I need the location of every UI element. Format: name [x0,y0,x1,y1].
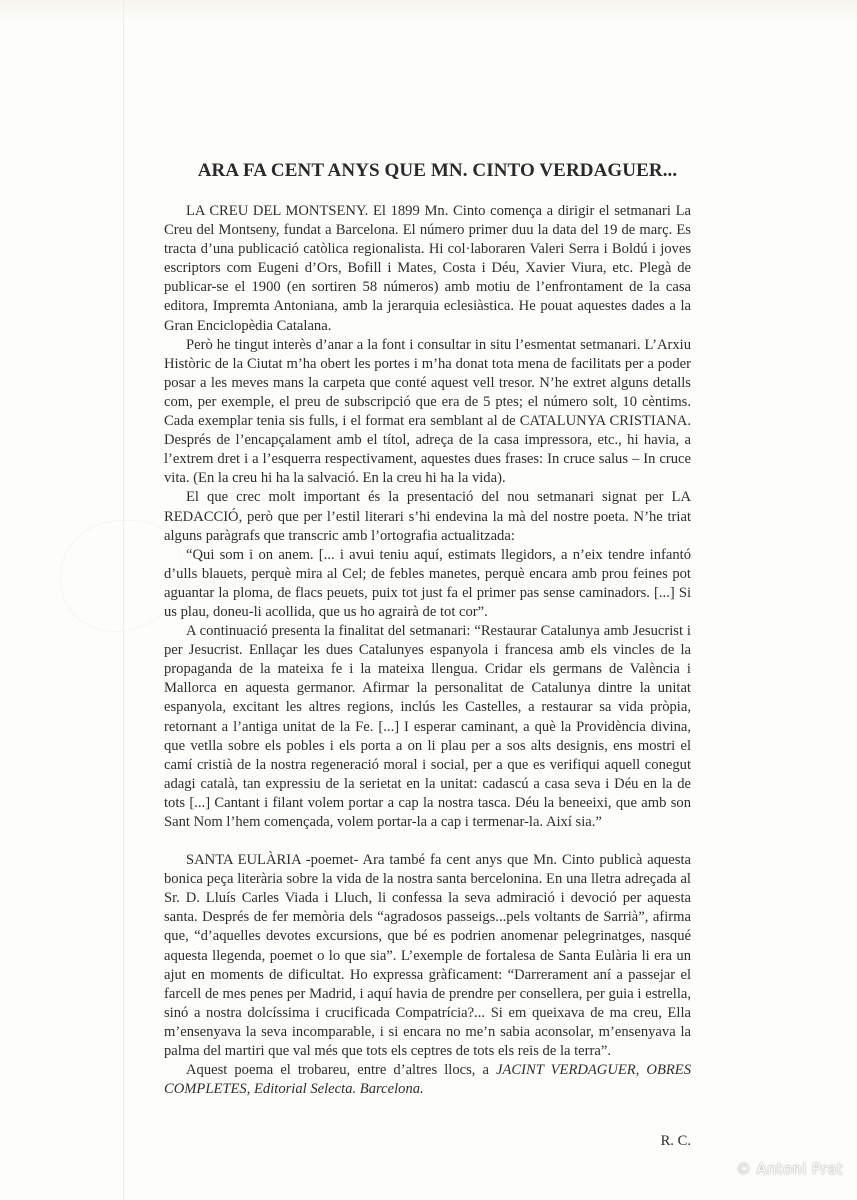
paragraph-final [164,1061,691,1099]
paragraph-creu-del-montseny: LA CREU DEL MONTSENY. El 1899 Mn. Cinto comença a dirigir el setmanari La Creu del Montseny, fundat a Barcelona. El número primer duu la data del 19 de març. Es tracta d’una publicació catòlica regionalista. Hi col·laboraren Valeri Serra i Boldú i joves escriptors com Eugeni d’Ors, Bofill i Mates, Costa i Déu, Xavier Viura, etc. Plegà de publicar-se el 1900 (en sortiren 58 números) amb motiu de l’enfrontament de la casa editora, Impremta Antoniana, amb la jerarquia eclesiàstica. He pouat aquestes dades a la Gran Enciclopèdia Catalana. [164,203,691,334]
paragraph-santa-eularia: SANTA EULÀRIA -poemet- Ara també fa cent anys que Mn. Cinto publicà aquesta bonica peça literària sobre la vida de la nostra santa bercelonina. En una lletra adreçada al Sr. D. Lluís Carles Viada i Lluch, li confessa la seva admiració i devoció per aquesta santa. Després de fer memòria dels “agradosos passeigs...pels voltants de Sarrià”, afirma que, “d’aquelles devotes excursions, que bé es podrien anomenar pelegrinatges, nasqué aquesta llegenda, poemet o lo que sia”. L’exemple de fortalesa de Santa Eulària li era un ajut en moments de dificultat. Ho expressa gràficament: “Darrerament aní a passejar el farcell de mes penes per Madrid, i aquí havia de prendre per consellera, per guia i estrella, sinó a nostra dolcíssima i crucificada Compatrícia?... Si em queixava de ma creu, Ella m’ensenyava la seva incomparable, i si encara no me’n sabia aconsolar, m’ensenyava la palma del martiri que val més que tots els ceptres de tots els reis de la terra”. [164,852,691,1060]
article-body [164,202,691,1099]
author-signature: R. C. [660,1133,691,1150]
paragraph-arxiu-historic: Però he tingut interès d’anar a la font i consultar in situ l’esmentat setmanari. L’Arxiu Històric de la Ciutat m’ha obert les portes i m’ha donat tota mena de facilitats per a poder posar a les meves mans la carpeta que conté aquest vell tresor. N’he extret alguns detalls com, per exemple, el preu de subscripció que era de 5 ptes; el número solt, 10 cèntims. Cada exemplar tenia sis fulls, i el format era semblant al de CATALUNYA CRISTIANA. Després de l’encapçalament amb el títol, adreça de la casa impressora, etc., hi havia, a l’extrem dret i a l’esquerra respectivament, aquestes dues frases: In cruce salus – In cruce vita. (En la creu hi ha la salvació. En la creu hi ha la vida). [164,336,691,487]
book-citation: JACINT VERDAGUER, OBRES COMPLETES, Editorial Selecta. Barcelona. [164,1062,691,1098]
paragraph-presentacio: El que crec molt important és la presentació del nou setmanari signat per LA REDACCIÓ, però que per l’estil literari s’hi endevina la mà del nostre poeta. N’he triat alguns paràgrafs que transcric amb l’ortografia actualitzada: [164,489,691,544]
article-title: ARA FA CENT ANYS QUE MN. CINTO VERDAGUER... [197,160,678,181]
paragraph-quote-qui-som: “Qui som i on anem. [... i avui teniu aquí, estimats llegidors, a n’eix tendre infantó d’ulls blauets, perquè mira al Cel; de febles manetes, perquè encara amb prou feines pot aguantar la ploma, de flacs peuets, puix tot just fa el primer pas sense caminadors. [...] Si us plau, doneu-li acollida, que us ho agrairà de tot cor”. [164,546,691,620]
paragraph-finalitat: A continuació presenta la finalitat del setmanari: “Restaurar Catalunya amb Jesucrist i per Jesucrist. Enllaçar les dues Catalunyes espanyola i francesa amb els vincles de la propaganda de la mateixa fe i la mateixa llengua. Cridar els germans de València i Mallorca en aquesta germanor. Afirmar la personalitat de Catalunya dintre la unitat espanyola, excitant les altres regions, inclús les Castelles, a restaurar sa vida pròpia, retornant a l’antiga unitat de la Fe. [...] I esperar caminant, a què la Providència divina, que vetlla sobre els pobles i els porta a on li plau per a sos alts designis, ens mostri el camí cristià de la nostra regeneració moral i social, per a que es verifiqui aquell conegut adagi català, tan expressiu de la serietat en la unitat: cadascú a casa seva i Déu en la de tots [...] Cantant i filant volem portar a cap la nostra tasca. Déu la beneeixi, que amb son Sant Nom l’hem començada, volem portar-la a cap i termenar-la. Així sia.” [164,623,691,830]
final-lead-text: Aquest poema el trobareu, entre d’altres llocs, a [186,1062,496,1079]
page-top-smudge [0,0,857,22]
copyright-watermark: © Antoni Prat [736,1160,843,1178]
article [164,160,691,1150]
